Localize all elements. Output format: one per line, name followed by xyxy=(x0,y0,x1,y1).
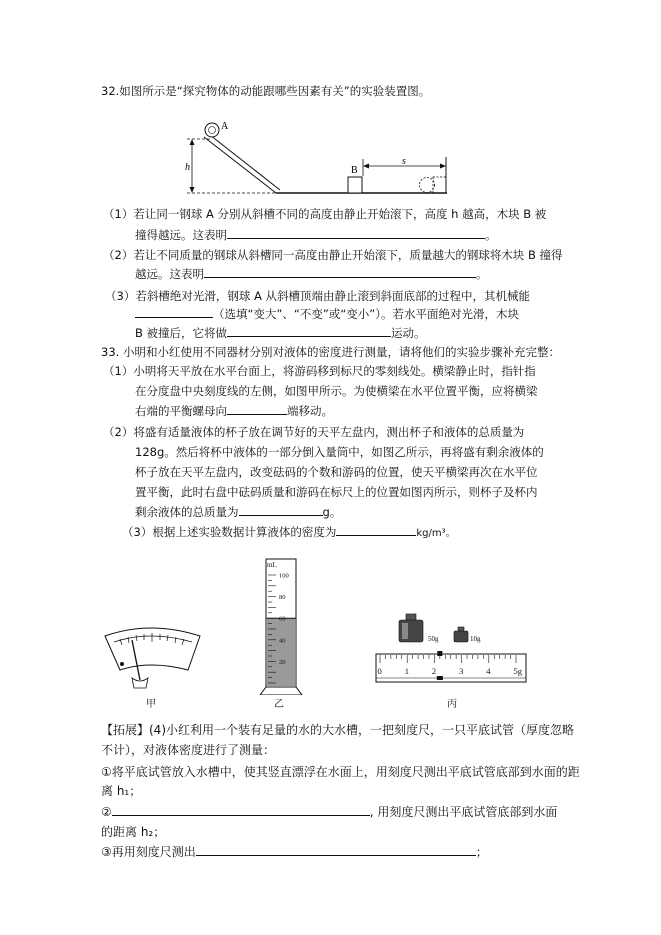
q32-part1-text: 撞得越远。这表明 xyxy=(135,228,227,242)
weight-10g-knob xyxy=(458,627,464,631)
q32-part3-answer-blank-b[interactable] xyxy=(227,326,391,337)
scale-tick-label: 4 xyxy=(486,666,491,676)
q32-part1-answer-blank[interactable] xyxy=(227,228,485,239)
steel-ball-a xyxy=(205,123,219,137)
q32-title: 32.如图所示是“探究物体的动能跟哪些因素有关”的实验装置图。 xyxy=(101,84,431,98)
scale-tick-label: 0 xyxy=(377,666,382,676)
q32-part2-line2: 越远。这表明 。 xyxy=(135,267,488,281)
scale-tick-label: 1 xyxy=(404,666,409,676)
cylinder-tick-label: 60 xyxy=(279,615,286,623)
ext-line2: 不计），对液体密度进行了测量： xyxy=(101,743,276,757)
q33-part2-line1: （2）将盛有适量液体的杯子放在调节好的天平左盘内，测出杯子和液体的总质量为 xyxy=(103,425,525,439)
weight-10g xyxy=(454,631,468,642)
q33-part3-answer-blank[interactable] xyxy=(336,525,416,536)
q33-title: 33. 小明和小红使用不同器材分别对液体的密度进行测量，请将他们的实验步骤补充完整： xyxy=(101,345,560,359)
weight-10g-label: 10g xyxy=(470,635,481,643)
q32-part2-line1: （2）若让不同质量的钢球从斜槽同一高度由静止开始滚下，质量越大的钢球将木块 B 撞得 xyxy=(103,248,563,262)
ext-step2-line1: ② , 用刻度尺测出平底试管底部到水面 xyxy=(101,805,558,819)
ext-step3-line: ③再用刻度尺测出 ； xyxy=(101,845,488,859)
ext-step1-line1: ①将平底试管放入水槽中，使其竖直漂浮在水面上，用刻度尺测出平底试管底部到水面的距 xyxy=(101,765,580,779)
ext-step2-answer-blank[interactable] xyxy=(112,805,370,816)
cylinder-tick-label: 80 xyxy=(279,594,286,602)
rider-top xyxy=(437,651,442,656)
ball-a-label: A xyxy=(221,121,229,132)
q32-part1-line1: （1）若让同一钢球 A 分别从斜槽不同的高度由静止开始滚下，高度 h 越高，木块 B 被 xyxy=(103,207,547,221)
q33-part1-line3: 右端的平衡螺母向 端移动。 xyxy=(135,404,333,418)
graduated-cylinder-figure xyxy=(258,555,318,695)
cylinder-base xyxy=(260,687,302,695)
dashed-ball-position xyxy=(420,178,435,193)
scale-tick-label: 2 xyxy=(431,666,437,676)
q33-part1-line1: （1）小明将天平放在水平台面上，将游码移到标尺的零刻线处。横梁静止时，指针指 xyxy=(103,364,536,378)
weights-and-scale-figure xyxy=(372,610,532,690)
q33-part2-line5: 剩余液体的总质量为 g。 xyxy=(135,505,342,519)
q32-part3-line3: B 被撞后，它将做 运动。 xyxy=(135,326,426,340)
wooden-block-b xyxy=(348,177,362,193)
figure-label-jia: 甲 xyxy=(146,699,156,710)
block-b-label: B xyxy=(351,165,358,176)
weight-50g-label: 50g xyxy=(428,635,439,643)
cylinder-tick-label: 40 xyxy=(279,637,286,645)
figure-label-yi: 乙 xyxy=(274,699,284,710)
q33-part2-line2: 128g。然后将杯中液体的一部分倒入量筒中，如图乙所示，再将盛有剩余液体的 xyxy=(135,445,544,459)
q32-part1-line2: 撞得越远。这表明 。 xyxy=(135,228,497,242)
height-label: h xyxy=(185,162,190,173)
ext-step2-line2: 的距离 h₂； xyxy=(101,825,166,839)
cylinder-tick-label: 100 xyxy=(279,572,289,580)
q32-part2-answer-blank[interactable] xyxy=(204,267,476,278)
cylinder-tick-label: 20 xyxy=(279,658,286,666)
scale-tick-label: 5g xyxy=(513,666,522,676)
q32-part3-line1: （3）若斜槽绝对光滑，钢球 A 从斜槽顶端由静止滚到斜面底部的过程中，其机械能 xyxy=(105,289,530,303)
ext-line1: 【拓展】(4)小红利用一个装有足量的水的大水槽，一把刻度尺，一只平底试管（厚度忽略 xyxy=(101,723,575,737)
ext-step1-line2: 离 h₁； xyxy=(101,784,142,798)
dashed-block-position xyxy=(433,177,446,193)
balance-dial-figure xyxy=(100,618,210,690)
q33-part2-answer-blank[interactable] xyxy=(239,505,323,516)
scale-tick-label: 3 xyxy=(459,666,464,676)
ext-step3-answer-blank[interactable] xyxy=(196,845,476,856)
q33-part2-line4: 置平衡，此时右盘中砝码质量和游码在标尺上的位置如图丙所示，则杯子及杯内 xyxy=(135,485,538,499)
q33-part3-line: （3）根据上述实验数据计算液体的密度为 kg/m³。 xyxy=(122,525,456,539)
q32-part2-text: 越远。这表明 xyxy=(135,267,204,281)
rider-bottom xyxy=(437,676,443,680)
q32-part3-answer-blank-a[interactable] xyxy=(135,307,213,318)
distance-label: s xyxy=(402,156,406,167)
q32-part3-line2: （选填“变大”、“不变”或“变小”）。若水平面绝对光滑，木块 xyxy=(135,307,519,322)
q33-part1-line2: 在分度盘中央刻度线的左侧，如图甲所示。为使横梁在水平位置平衡，应将横梁 xyxy=(135,384,538,398)
incline-ramp xyxy=(204,137,276,193)
weight-50g-knob xyxy=(406,614,416,620)
q33-part2-line3: 杯子放在天平左盘内，改变砝码的个数和游码的位置，使天平横梁再次在水平位 xyxy=(135,465,538,479)
cylinder-unit-label: mL xyxy=(267,561,277,569)
q33-part1-answer-blank[interactable] xyxy=(227,404,287,415)
cylinder-liquid xyxy=(267,615,295,686)
figure-label-bing: 丙 xyxy=(447,699,457,710)
